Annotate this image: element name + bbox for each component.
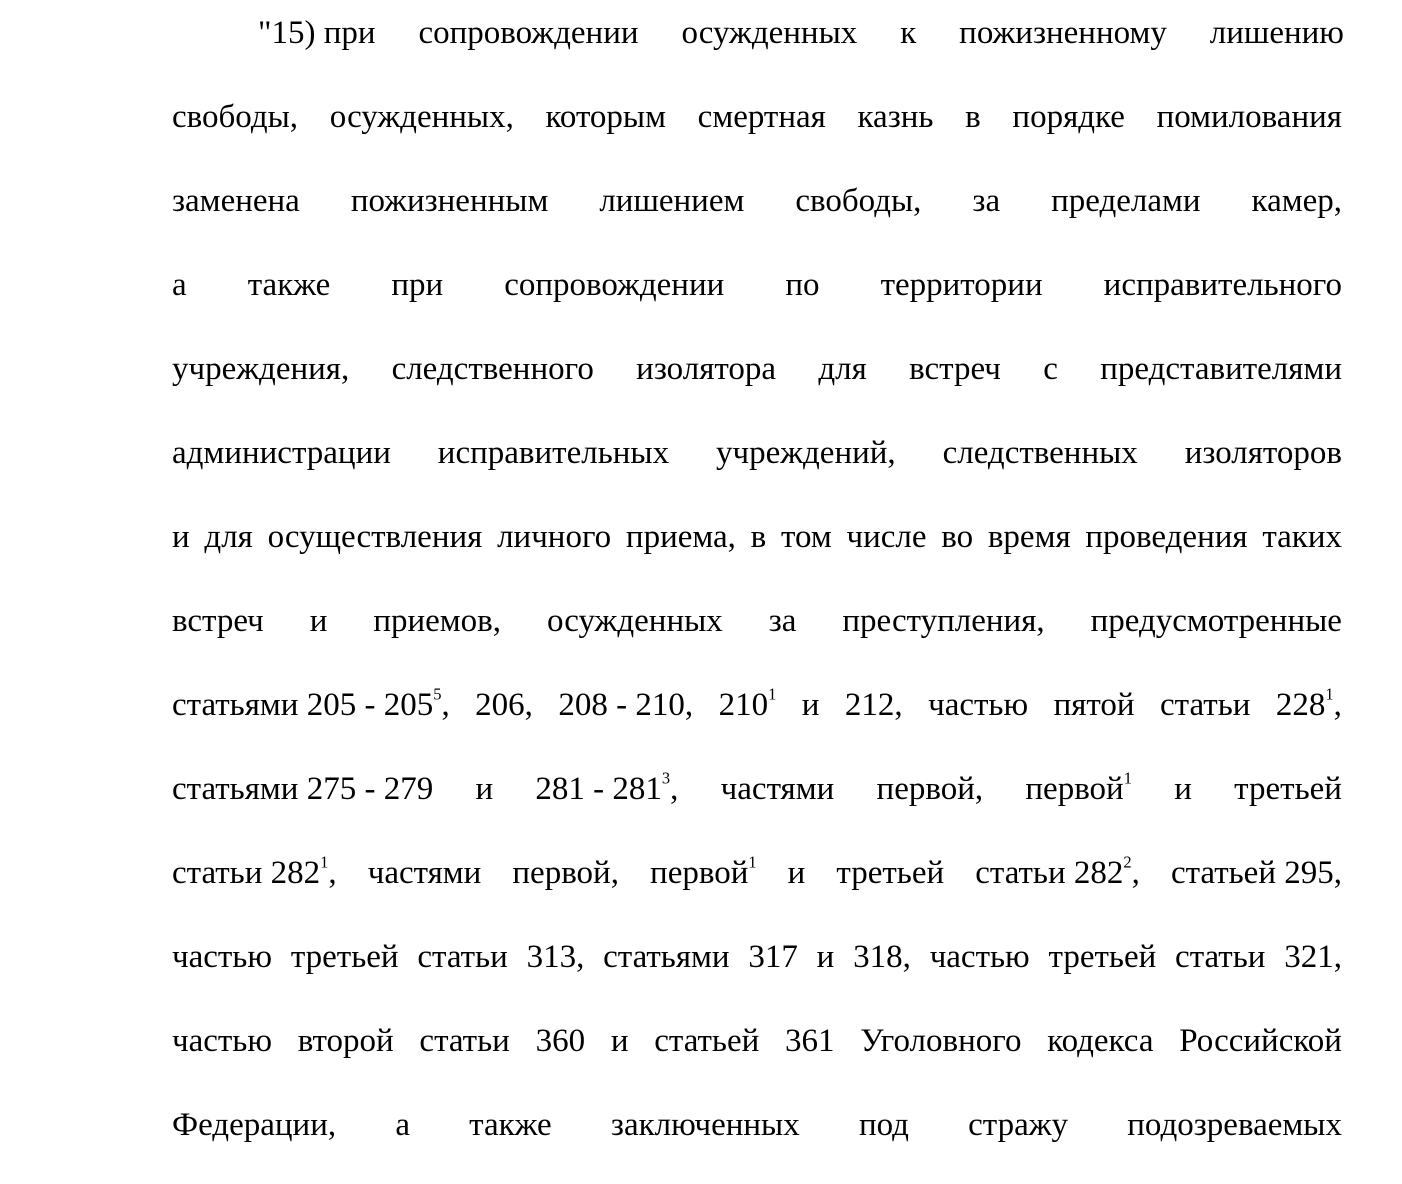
word: администрации xyxy=(172,435,391,471)
word: приема, xyxy=(625,519,736,555)
word: осужденных, xyxy=(329,99,514,135)
word-text: статьями 205 - 205 xyxy=(172,687,434,723)
text-line-7 xyxy=(172,512,1342,562)
word: встреч xyxy=(909,351,1001,387)
word: статьями xyxy=(603,939,730,975)
word: Федерации, xyxy=(172,1107,337,1143)
word-text: 228 xyxy=(1275,687,1326,723)
word: которым xyxy=(545,99,666,135)
word: подозреваемых xyxy=(1127,1107,1342,1143)
word-text: первой xyxy=(1025,771,1124,807)
word: и xyxy=(610,1023,629,1059)
word: помилования xyxy=(1156,99,1342,135)
word: изоляторов xyxy=(1184,435,1342,471)
word-with-superscript xyxy=(975,848,1140,898)
text-line-4 xyxy=(172,260,1342,310)
word: кодекса xyxy=(1047,1023,1154,1059)
word: представителями xyxy=(1100,351,1342,387)
word: третьей xyxy=(290,939,399,975)
word: Уголовного xyxy=(860,1023,1022,1059)
word: сопровождении xyxy=(418,15,639,51)
word: для xyxy=(818,351,867,387)
word: 321, xyxy=(1284,939,1342,975)
word: третьей xyxy=(1048,939,1157,975)
punctuation: , xyxy=(1333,687,1342,723)
word: 318, xyxy=(853,939,911,975)
word: осужденных xyxy=(546,603,723,639)
superscript: 1 xyxy=(748,852,757,872)
word: статьями 275 - 279 xyxy=(172,771,434,807)
word: также xyxy=(469,1107,552,1143)
word: первой, xyxy=(876,771,984,807)
word-text: статьи 282 xyxy=(172,855,321,891)
word: и xyxy=(787,855,806,891)
word: заменена xyxy=(172,183,300,219)
word: и xyxy=(475,771,494,807)
word: камер, xyxy=(1251,183,1342,219)
word: лишением xyxy=(599,183,745,219)
word: в xyxy=(750,519,767,555)
word: пожизненному xyxy=(959,15,1167,51)
word: проведения xyxy=(1085,519,1248,555)
word: смертная xyxy=(697,99,826,135)
punctuation: , xyxy=(328,855,337,891)
word: и xyxy=(816,939,835,975)
word-with-superscript xyxy=(535,764,678,814)
word: таких xyxy=(1262,519,1342,555)
word: также xyxy=(247,267,331,303)
word: и xyxy=(172,519,190,555)
word-with-superscript xyxy=(1025,764,1132,814)
word: первой, xyxy=(512,855,619,891)
word: предусмотренные xyxy=(1090,603,1342,639)
word: к xyxy=(900,15,917,51)
word: встреч xyxy=(172,603,264,639)
word: статьи xyxy=(1175,939,1266,975)
word-with-superscript xyxy=(1276,680,1342,730)
word: с xyxy=(1043,351,1058,387)
word-with-superscript xyxy=(650,848,757,898)
word: и xyxy=(1174,771,1192,807)
word: за xyxy=(972,183,1001,219)
word: и xyxy=(309,603,328,639)
word: 313, xyxy=(526,939,585,975)
superscript: 1 xyxy=(768,684,777,704)
word: статьей xyxy=(654,1023,760,1059)
word: под xyxy=(858,1107,909,1143)
word-with-superscript xyxy=(172,848,337,898)
word: Российской xyxy=(1179,1023,1342,1059)
word: осужденных xyxy=(681,15,858,51)
text-line-3 xyxy=(172,176,1342,226)
word: лишению xyxy=(1209,15,1344,51)
word: пределами xyxy=(1051,183,1201,219)
word: стражу xyxy=(968,1107,1069,1143)
superscript: 1 xyxy=(1325,684,1334,704)
word: во xyxy=(941,519,974,555)
word: свободы, xyxy=(172,99,299,135)
text-line-12 xyxy=(172,932,1342,982)
word: порядке xyxy=(1012,99,1125,135)
word: частями xyxy=(367,855,482,891)
word: территории xyxy=(880,267,1043,303)
superscript: 3 xyxy=(661,768,671,788)
word: статьи xyxy=(417,939,508,975)
text-line-2 xyxy=(172,92,1342,142)
text-line-14 xyxy=(172,1100,1342,1150)
word: частями xyxy=(720,771,835,807)
word: 361 xyxy=(785,1023,835,1059)
word: преступления, xyxy=(842,603,1045,639)
text-line-11 xyxy=(172,848,1342,898)
word: исправительного xyxy=(1103,267,1342,303)
word: исправительных xyxy=(437,435,670,471)
word: статьей 295, xyxy=(1170,855,1342,891)
punctuation: , xyxy=(1131,855,1140,891)
word-text: первой xyxy=(650,855,749,891)
text-line-1 xyxy=(258,8,1344,58)
word: в xyxy=(965,99,981,135)
punctuation: , xyxy=(670,771,679,807)
word: "15) при xyxy=(258,15,376,51)
word: третьей xyxy=(836,855,945,891)
text-line-10 xyxy=(172,764,1342,814)
word: приемов, xyxy=(373,603,502,639)
superscript: 1 xyxy=(320,852,329,872)
word: за xyxy=(768,603,797,639)
word: а xyxy=(395,1107,410,1143)
word: статьи xyxy=(419,1023,510,1059)
word: 360 xyxy=(535,1023,586,1059)
word: а xyxy=(172,267,187,303)
word: частью xyxy=(172,1023,273,1059)
word: статьи xyxy=(1160,687,1251,723)
word: учреждения, xyxy=(172,351,350,387)
word-with-superscript xyxy=(172,680,450,730)
text-line-8 xyxy=(172,596,1342,646)
word: пятой xyxy=(1053,687,1135,723)
word: третьей xyxy=(1234,771,1342,807)
word: числе xyxy=(846,519,927,555)
word: том xyxy=(781,519,832,555)
word: 206, xyxy=(475,687,533,723)
word: 208 - 210, xyxy=(558,687,694,723)
word-text: статьи 282 xyxy=(975,855,1124,891)
word: учреждений, xyxy=(715,435,896,471)
word: заключенных xyxy=(610,1107,800,1143)
text-line-5 xyxy=(172,344,1342,394)
word: казнь xyxy=(857,99,934,135)
word: 212, xyxy=(844,687,903,723)
word: по xyxy=(785,267,820,303)
superscript: 2 xyxy=(1123,852,1132,872)
word: личного xyxy=(497,519,612,555)
word: следственных xyxy=(942,435,1138,471)
word: изолятора xyxy=(636,351,777,387)
word: сопровождении xyxy=(504,267,725,303)
word: 317 xyxy=(748,939,798,975)
word-with-superscript xyxy=(719,680,777,730)
word-text: 210 xyxy=(718,687,769,723)
word: следственного xyxy=(391,351,594,387)
superscript: 5 xyxy=(433,684,442,704)
word: пожизненным xyxy=(350,183,549,219)
word-text: 281 - 281 xyxy=(535,771,662,807)
superscript: 1 xyxy=(1123,768,1132,788)
word: и xyxy=(801,687,820,723)
word: время xyxy=(987,519,1071,555)
word: свободы, xyxy=(795,183,922,219)
word: частью xyxy=(928,687,1029,723)
punctuation: , xyxy=(441,687,450,723)
word: частью xyxy=(929,939,1030,975)
text-line-6 xyxy=(172,428,1342,478)
word: второй xyxy=(297,1023,394,1059)
word: для xyxy=(204,519,253,555)
word: при xyxy=(391,267,444,303)
word: частью xyxy=(172,939,273,975)
text-line-9 xyxy=(172,680,1342,730)
word: осуществления xyxy=(267,519,483,555)
text-line-13 xyxy=(172,1016,1342,1066)
